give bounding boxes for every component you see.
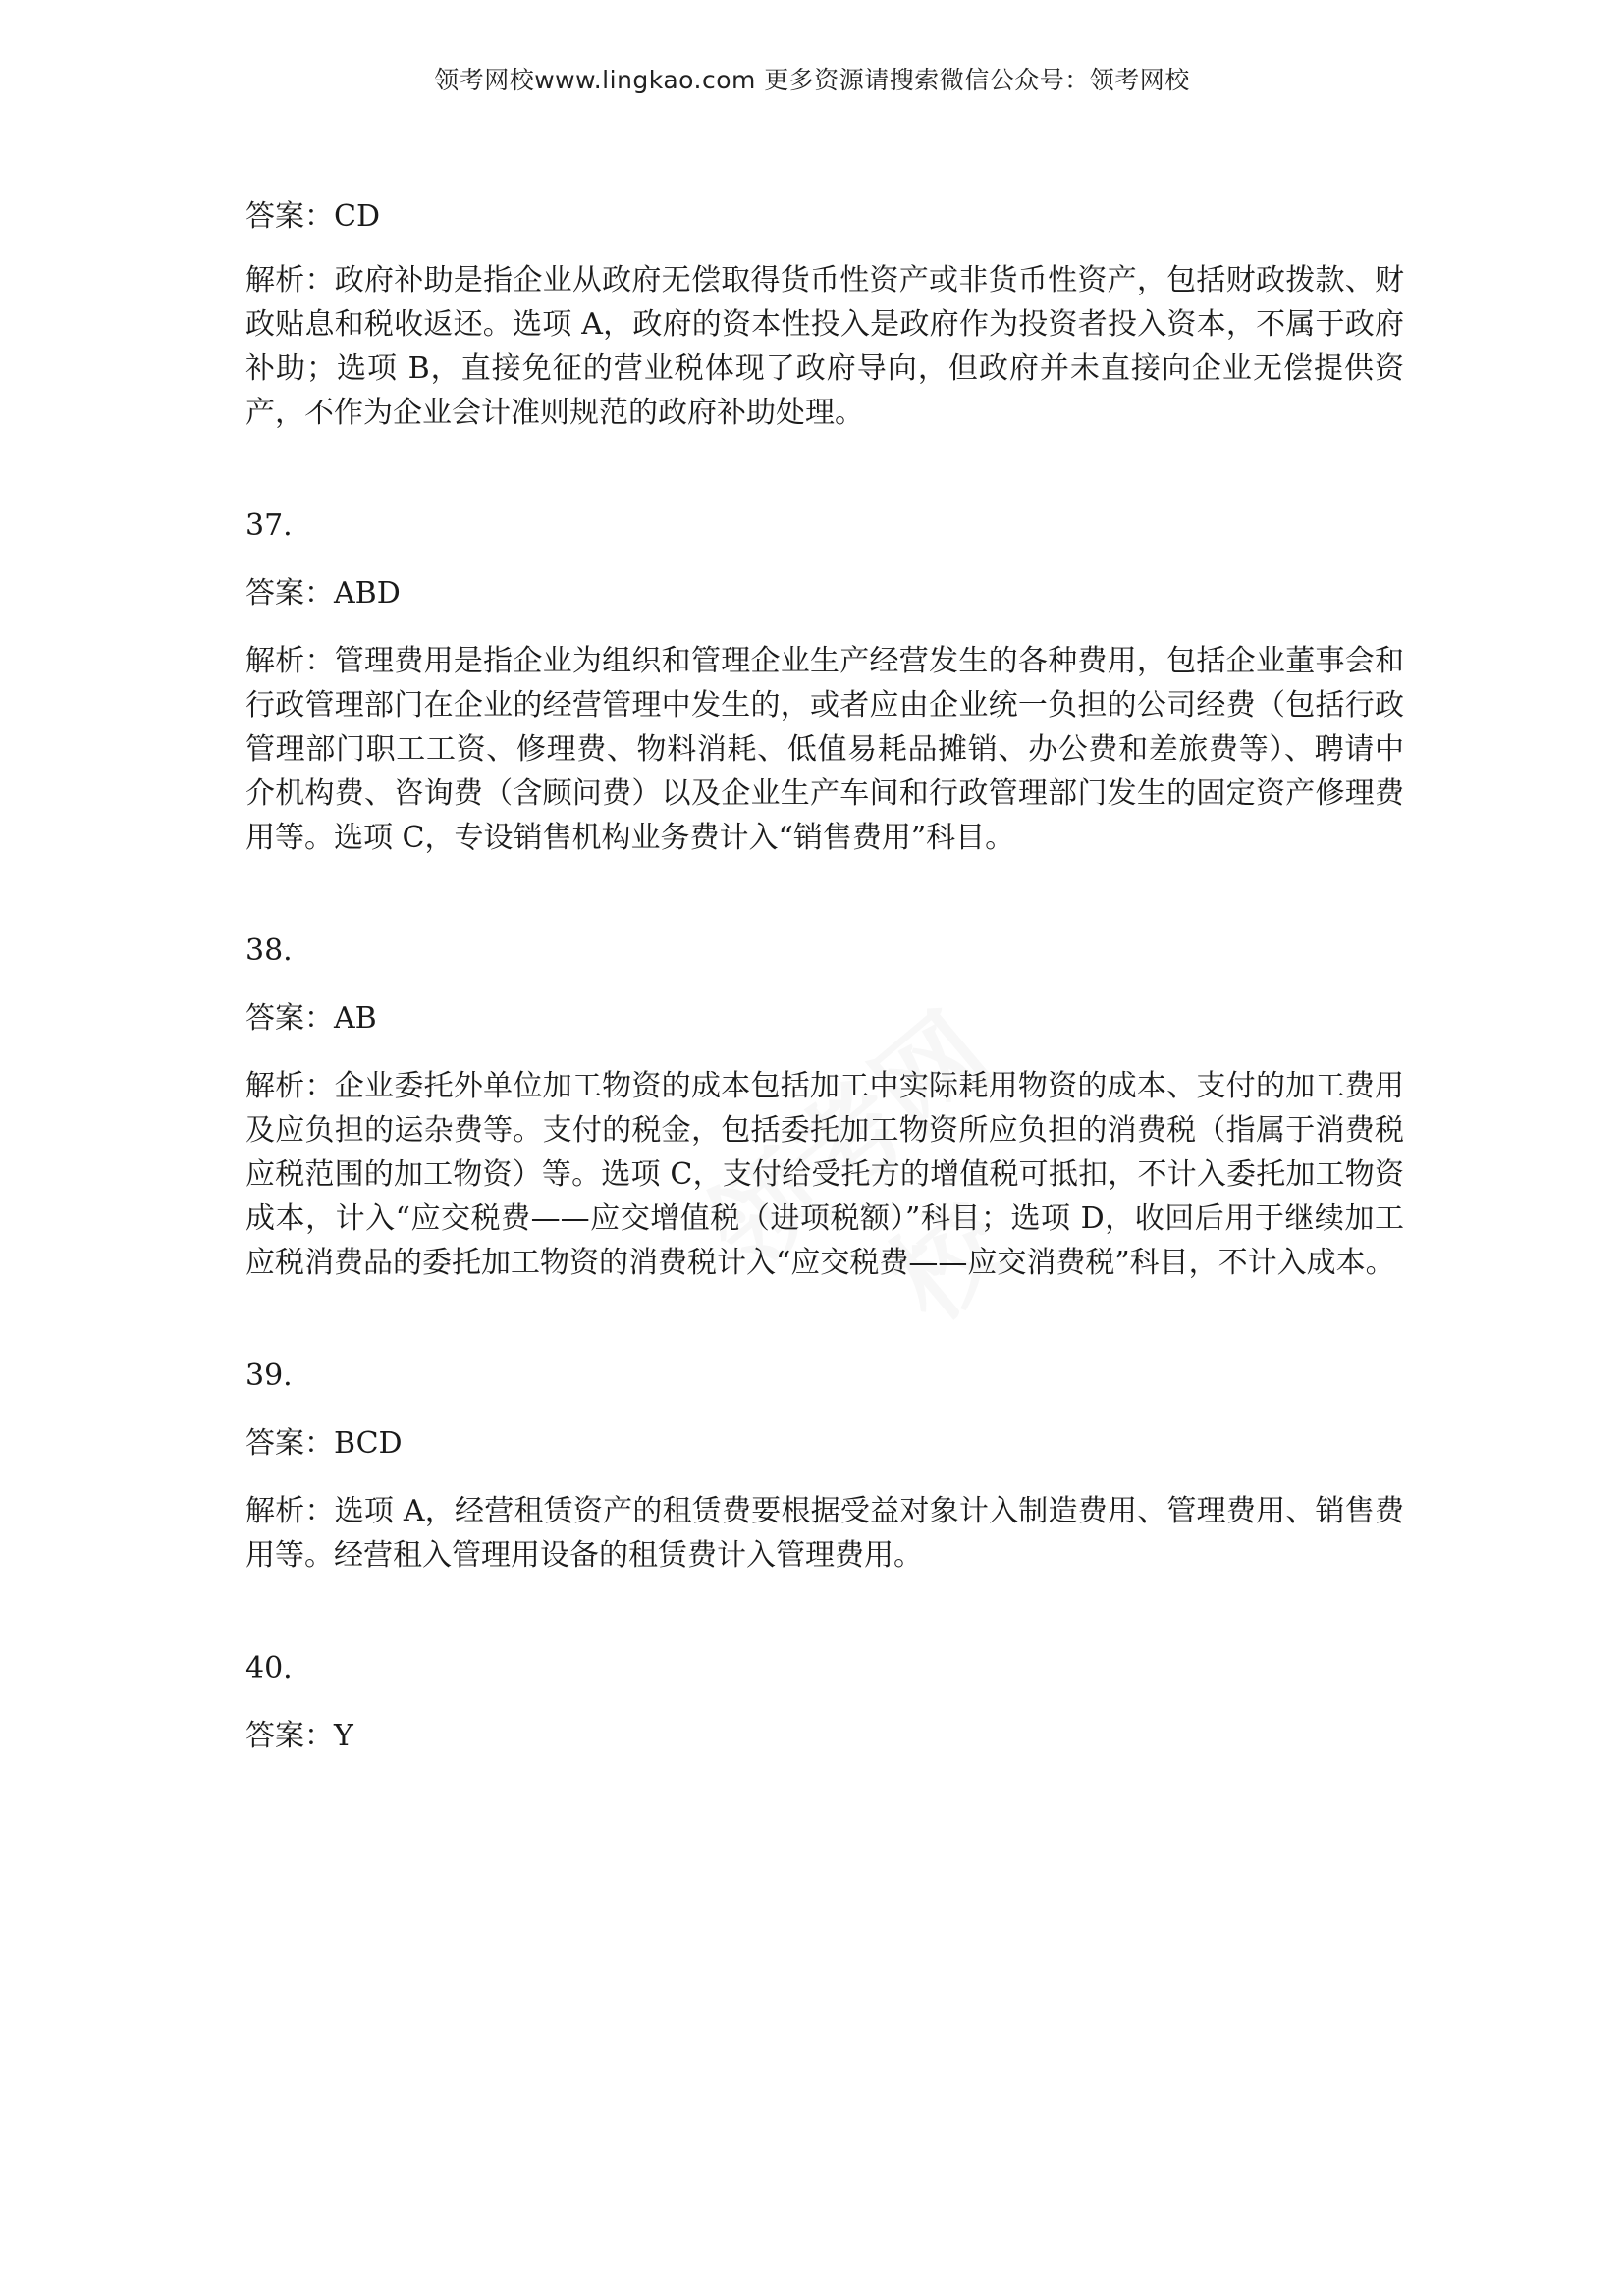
- watermark: 领考网校: [684, 990, 1031, 1345]
- question-number: 40.: [245, 1651, 293, 1685]
- answer-line: 答案：CD: [245, 199, 381, 234]
- answer-line: 答案：ABD: [245, 576, 401, 611]
- question-block: [245, 929, 1404, 1285]
- intro-section: [245, 194, 1404, 435]
- answer-line: 答案：AB: [245, 1001, 377, 1036]
- question-block: [245, 1646, 1404, 1758]
- explanation-paragraph: 解析：企业委托外单位加工物资的成本包括加工中实际耗用物资的成本、支付的加工费用及应负担的运杂费等。支付的税金，包括委托加工物资所应负担的消费税（指属于消费税应税范围的加工物资）等。选项 C，支付给受托方的增值税可抵扣，不计入委托加工物资成本，计入“应交税费——应交增值税（进项税额）”科目；选项 D，收回后用于继续加工应税消费品的委托加工物资的消费税计入“应交税费——应交消费税”科目，不计入成本。: [245, 1069, 1404, 1280]
- question-number: 39.: [245, 1359, 293, 1393]
- explanation-paragraph: 解析：选项 A，经营租赁资产的租赁费要根据受益对象计入制造费用、管理费用、销售费用等。经营租入管理用设备的租赁费计入管理费用。: [245, 1494, 1404, 1573]
- explanation-paragraph: 解析：管理费用是指企业为组织和管理企业生产经营发生的各种费用，包括企业董事会和行政管理部门在企业的经营管理中发生的，或者应由企业统一负担的公司经费（包括行政管理部门职工工资、修理费、物料消耗、低值易耗品摊销、办公费和差旅费等）、聘请中介机构费、咨询费（含顾问费）以及企业生产车间和行政管理部门发生的固定资产修理费用等。选项 C，专设销售机构业务费计入“销售费用”科目。: [245, 644, 1404, 855]
- document-body: [245, 194, 1404, 1827]
- question-number: 37.: [245, 508, 293, 543]
- explanation-paragraph: 解析：政府补助是指企业从政府无偿取得货币性资产或非货币性资产，包括财政拨款、财政贴息和税收返还。选项 A，政府的资本性投入是政府作为投资者投入资本，不属于政府补助；选项 B，直接免征的营业税体现了政府导向，但政府并未直接向企业无偿提供资产，不作为企业会计准则规范的政府补助处理。: [245, 263, 1404, 430]
- question-block: [245, 504, 1404, 860]
- question-number: 38.: [245, 934, 293, 968]
- answer-line: 答案：BCD: [245, 1426, 403, 1461]
- page-header: 领考网校www.lingkao.com 更多资源请搜索微信公众号：领考网校: [434, 66, 1190, 94]
- answer-line: 答案：Y: [245, 1719, 353, 1753]
- question-block: [245, 1354, 1404, 1577]
